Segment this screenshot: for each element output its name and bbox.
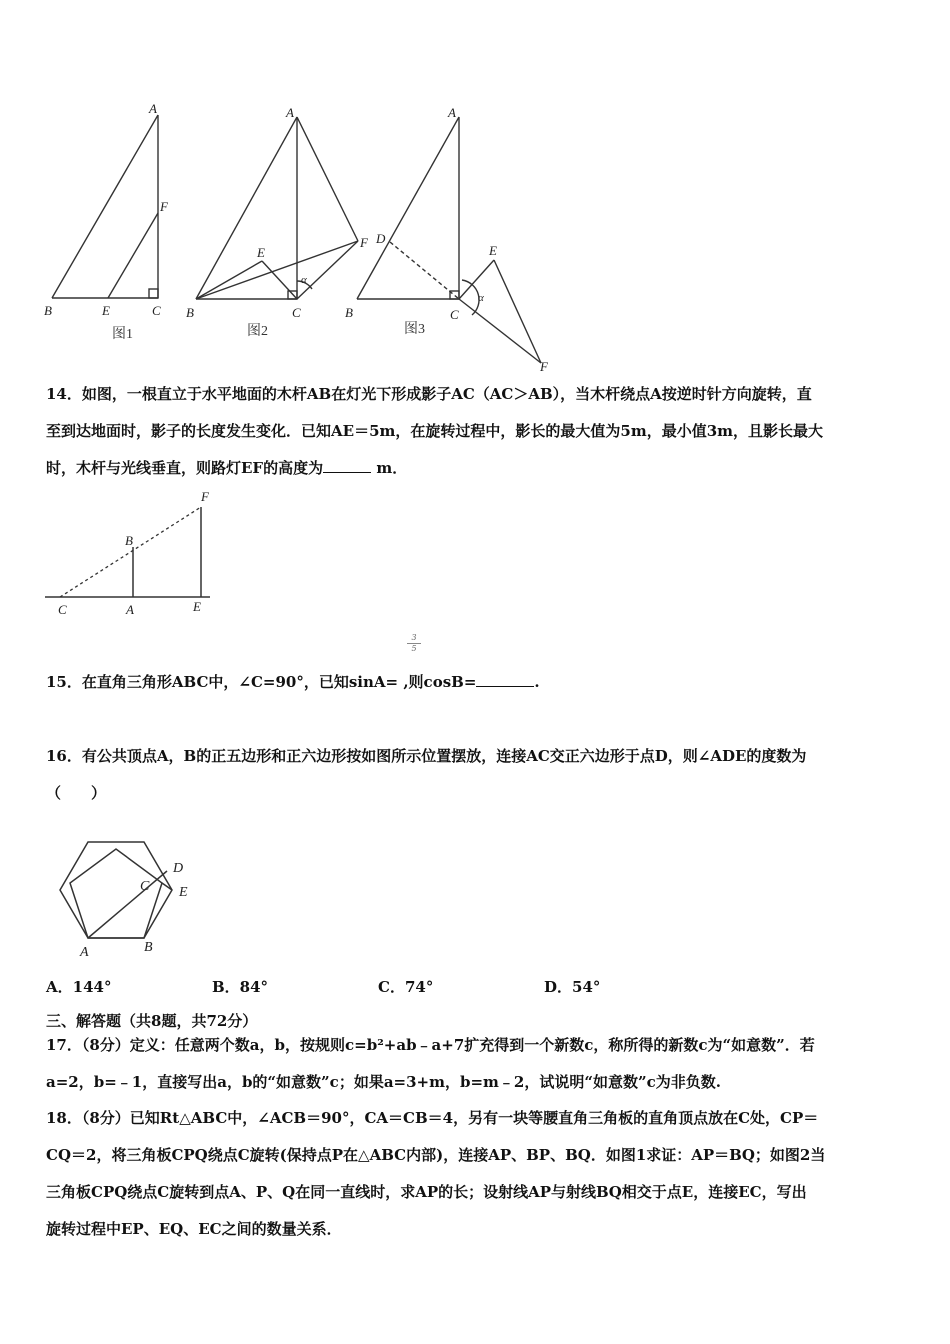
fig2-label-a: A <box>286 105 294 120</box>
section-3-title: 三、解答题（共8题，共72分） <box>46 1012 258 1030</box>
fig3-label-c: C <box>450 307 459 322</box>
q16-option-d[interactable]: D．54° <box>544 978 601 996</box>
q14-line-3-text: 时，木杆与光线垂直，则路灯EF的高度为 <box>46 459 324 477</box>
figure-2 <box>196 117 358 299</box>
fig3-label-e: E <box>489 243 497 258</box>
q16-option-a[interactable]: A．144° <box>46 978 112 996</box>
q16-option-b[interactable]: B．84° <box>212 978 269 996</box>
question-18 <box>46 1100 908 1248</box>
question-17 <box>46 1027 908 1101</box>
fig3-caption: 图3 <box>404 322 425 337</box>
q15-line <box>46 664 908 701</box>
fig1-label-f: F <box>160 199 168 214</box>
q16-label-e: E <box>179 885 188 900</box>
fig3-label-a: A <box>448 105 456 120</box>
fig3-label-f: F <box>540 359 548 374</box>
q15-fraction <box>407 633 421 654</box>
fig1-label-b: B <box>44 303 52 318</box>
q14-line-3-unit: m． <box>371 459 408 477</box>
q14-label-e: E <box>193 599 201 614</box>
q17-line-1: 17．（8分）定义：任意两个数a，b，按规则c=b²+ab﹣a+7扩充得到一个新数c，称所得的新数c为“如意数”．若 <box>46 1036 815 1054</box>
top-figures <box>0 95 600 380</box>
q15-text-end: . <box>534 673 540 691</box>
q14-line-3 <box>46 450 908 487</box>
q18-line-2: CQ＝2，将三角板CPQ绕点C旋转(保持点P在△ABC内部)，连接AP、BP、BQ．如图1求证：AP＝BQ；如图2当 <box>46 1146 826 1164</box>
fig3-label-alpha: α <box>478 292 484 304</box>
question-15 <box>46 664 908 701</box>
q14-line-2: 至到达地面时，影子的长度发生变化．已知AE＝5m，在旋转过程中，影长的最大值为5m，最小值3m，且影长最大 <box>46 422 824 440</box>
q14-label-a: A <box>126 602 134 617</box>
q15-answer-blank <box>476 670 534 687</box>
fig1-label-a: A <box>149 101 157 116</box>
q14-figure <box>40 485 230 620</box>
fig2-label-e: E <box>257 245 265 260</box>
q16-figure <box>45 820 215 960</box>
q15-fraction-numerator: 3 <box>411 633 417 642</box>
fig3-label-d: D <box>376 231 386 246</box>
fig2-label-f: F <box>360 235 368 250</box>
fig2-label-c: C <box>292 305 301 320</box>
fig2-label-b: B <box>186 305 194 320</box>
q16-label-b: B <box>144 940 153 955</box>
fig3-label-b: B <box>345 305 353 320</box>
q16-label-d: D <box>173 861 184 876</box>
q18-line-4: 旋转过程中EP、EQ、EC之间的数量关系． <box>46 1220 342 1238</box>
fig2-label-alpha: α <box>301 274 307 286</box>
figure-1 <box>52 115 158 298</box>
fig1-label-c: C <box>152 303 161 318</box>
q18-line-3: 三角板CPQ绕点C旋转到点A、P、Q在同一直线时，求AP的长；设射线AP与射线BQ相交于点E，连接EC，写出 <box>46 1183 807 1201</box>
q15-fraction-denominator: 5 <box>407 643 421 654</box>
q14-label-c: C <box>58 602 67 617</box>
q14-line-1: 14．如图，一根直立于水平地面的木杆AB在灯光下形成影子AC（AC＞AB），当木杆绕点A按逆时针方向旋转，直 <box>46 385 812 403</box>
q17-line-2: a=2，b=﹣1，直接写出a，b的“如意数”c；如果a=3+m，b=m﹣2，试说明“如意数”c为非负数. <box>46 1073 721 1091</box>
q14-label-b: B <box>125 533 133 548</box>
fig1-caption: 图1 <box>112 327 133 342</box>
q16-label-c: C <box>140 879 150 894</box>
question-16 <box>46 738 908 812</box>
q16-label-a: A <box>80 945 89 960</box>
q15-text: 15．在直角三角形ABC中，∠C=90°，已知sinA= ,则cosB= <box>46 673 477 691</box>
q16-option-c[interactable]: C．74° <box>378 978 434 996</box>
q14-answer-blank <box>323 456 371 473</box>
fig1-label-e: E <box>102 303 110 318</box>
q18-line-1: 18．（8分）已知Rt△ABC中，∠ACB＝90°，CA＝CB＝4，另有一块等腰直角三角板的直角顶点放在C处，CP＝ <box>46 1109 819 1127</box>
q16-line-1: 16．有公共顶点A，B的正五边形和正六边形按如图所示位置摆放，连接AC交正六边形于点D，则∠ADE的度数为 <box>46 747 807 765</box>
fig2-caption: 图2 <box>247 324 268 339</box>
q14-label-f: F <box>201 489 209 504</box>
q16-line-2: （ ） <box>46 784 107 802</box>
question-14 <box>46 376 908 487</box>
